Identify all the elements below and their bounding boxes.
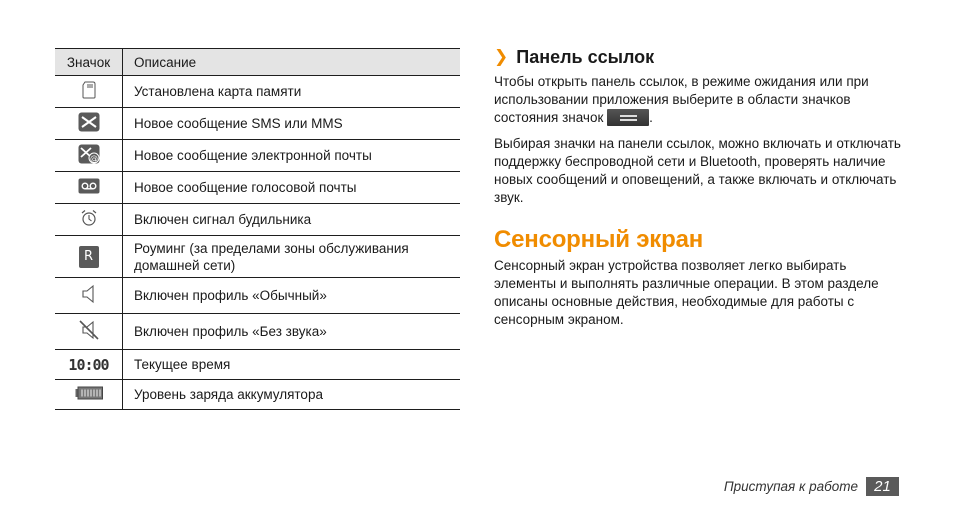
row-description: Установлена карта памяти (123, 76, 461, 108)
row-description: Роуминг (за пределами зоны обслуживания домашней сети) (123, 236, 461, 278)
footer-section-name: Приступая к работе (723, 479, 858, 494)
column-header-description: Описание (123, 49, 461, 76)
row-description: Новое сообщение SMS или MMS (123, 108, 461, 140)
row-description: Текущее время (123, 350, 461, 380)
row-description: Включен сигнал будильника (123, 204, 461, 236)
status-icons-table (55, 48, 460, 410)
touch-section-title: Сенсорный экран (494, 226, 704, 253)
page-footer (724, 477, 899, 496)
table-row (55, 140, 460, 172)
sound-profile-icon (81, 283, 97, 308)
row-description: Включен профиль «Обычный» (123, 278, 461, 314)
column-header-icon: Значок (55, 49, 123, 76)
shortcut-section-heading (494, 44, 904, 70)
table-row (55, 204, 460, 236)
row-description: Уровень заряда аккумулятора (123, 380, 461, 410)
row-description: Новое сообщение голосовой почты (123, 172, 461, 204)
svg-text:@: @ (89, 154, 98, 163)
table-row (55, 314, 460, 350)
row-description: Новое сообщение электронной почты (123, 140, 461, 172)
shortcut-section-title: Панель ссылок (516, 47, 655, 67)
chevron-right-icon: ❯ (494, 47, 509, 66)
menu-bars-icon (607, 109, 649, 126)
table-row (55, 76, 460, 108)
table-row (55, 108, 460, 140)
page-number: 21 (866, 477, 899, 496)
voicemail-icon (78, 178, 100, 197)
row-description: Включен профиль «Без звука» (123, 314, 461, 350)
email-icon (78, 144, 100, 167)
table-header-row (55, 49, 460, 76)
roaming-icon: R (79, 246, 99, 268)
table-row (55, 380, 460, 410)
clock-icon: 10:00 (68, 355, 109, 374)
battery-icon (75, 386, 103, 403)
right-column (494, 44, 904, 337)
touch-section-paragraph: Сенсорный экран устройства позволяет легко выбирать элементы и выполнять различные операции. В этом разделе описаны основные действия, необходимые для работы с сенсорным экраном. (494, 258, 879, 327)
shortcut-paragraph-1: Чтобы открыть панель ссылок, в режиме ожидания или при использовании приложения выберите в области значков состояния значок . (494, 74, 869, 125)
shortcut-paragraph-2: Выбирая значки на панели ссылок, можно включать и отключать поддержку беспроводной сети и Bluetooth, проверять наличие новых сообщений и оповещений, а также включать и отключать звук. (494, 136, 901, 205)
silent-profile-icon (79, 319, 99, 344)
table-row (55, 236, 460, 278)
table-row (55, 172, 460, 204)
table-row (55, 278, 460, 314)
memory-card-icon (82, 81, 96, 102)
table-row (55, 350, 460, 380)
alarm-icon (80, 209, 98, 230)
sms-mms-icon (78, 112, 100, 135)
